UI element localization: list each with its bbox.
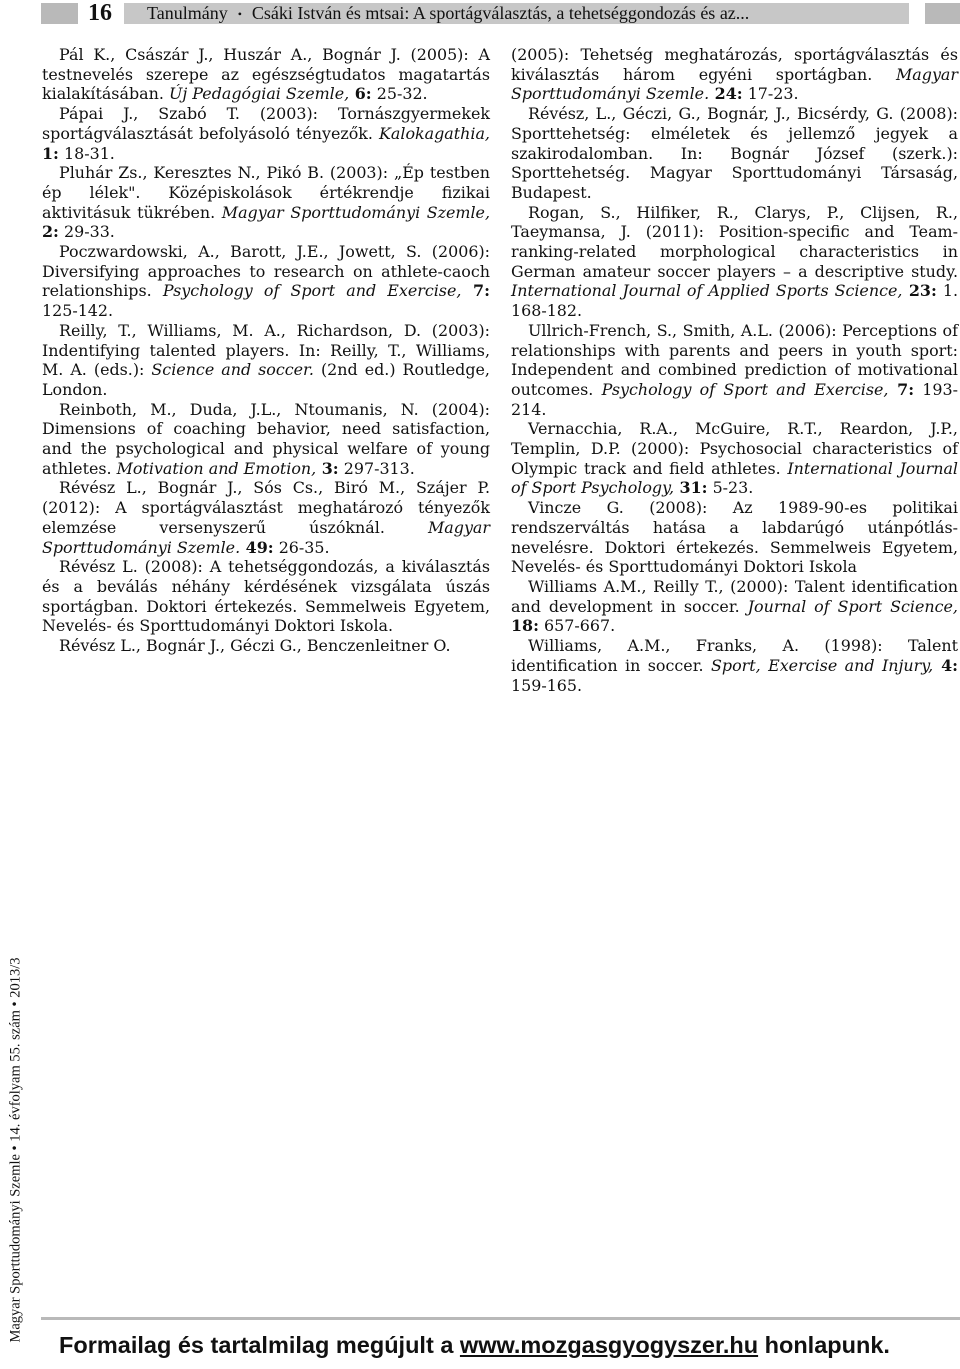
reference-entry bbox=[42, 321, 490, 400]
reference-text: Pál K., Császár J., Huszár A., Bognár J. (2005): A testnevelés szerepe az egészségtudatos magatartás kialakításában. bbox=[42, 45, 490, 104]
footer-divider bbox=[41, 1317, 960, 1320]
section-label: Tanulmány bbox=[147, 3, 228, 23]
reference-journal: International Journal of Applied Sports Science, bbox=[511, 281, 903, 301]
reference-entry bbox=[42, 242, 490, 321]
reference-entry bbox=[42, 163, 490, 242]
reference-volume: 49: bbox=[240, 537, 274, 557]
reference-text: Pápai J., Szabó T. (2003): Tornászgyermekek sportágválasztását befolyásoló tényezők. bbox=[42, 104, 490, 143]
reference-volume: 6: bbox=[349, 84, 372, 104]
reference-entry bbox=[42, 45, 490, 104]
reference-journal: Psychology of Sport and Exercise, bbox=[601, 379, 889, 399]
reference-entry bbox=[511, 321, 958, 420]
reference-entry bbox=[511, 577, 958, 636]
reference-entry bbox=[42, 636, 490, 656]
reference-entry bbox=[511, 498, 958, 577]
reference-text: Vincze G. (2008): Az 1989-90-es politikai rendszerváltás hatása a labdarúgó utánpótlás-nevelésre. Doktori értekezés. Semmelweis Egyetem, Nevelés- és Sporttudományi Doktori Iskola bbox=[511, 498, 958, 577]
reference-pages: 25-32. bbox=[371, 84, 428, 104]
reference-entry bbox=[511, 104, 958, 203]
right-reference-list bbox=[511, 104, 958, 695]
reference-text: Révész L., Bognár J., Sós Cs., Biró M., Szájer P. (2012): A sportágválasztást meghatározó tényezők elemzése versenyszerű úszóknál. bbox=[42, 478, 490, 537]
reference-entry bbox=[511, 203, 958, 321]
reference-pages: (2nd ed.) Routledge, London. bbox=[42, 360, 490, 399]
reference-volume: 7: bbox=[888, 379, 915, 399]
reference-journal: Kalokagathia, bbox=[379, 123, 490, 143]
reference-journal: Motivation and Emotion, bbox=[116, 458, 317, 478]
footer-text-after: honlapunk. bbox=[758, 1332, 890, 1358]
reference-pages: 657-667. bbox=[538, 616, 616, 636]
side-journal-info bbox=[7, 937, 25, 1362]
reference-pages: 29-33. bbox=[58, 222, 115, 242]
reference-text: Révész L. (2008): A tehetséggondozás, a kiválasztás és a beválás néhány kérdésének vizsgálata úszás sportágban. Doktori értekezés. Semmelweis Egyetem, Nevelés- és Sporttudományi Doktori Iskola. bbox=[42, 557, 490, 636]
reference-entry bbox=[42, 478, 490, 557]
reference-journal: Sport, Exercise and Injury, bbox=[711, 655, 934, 675]
reference-continuation bbox=[511, 45, 958, 104]
reference-pages: 159-165. bbox=[511, 675, 583, 695]
reference-text: Reinboth, M., Duda, J.L., Ntoumanis, N. (2004): Dimensions of coaching behavior, need satisfaction, and the psychological and physical welfare of young athletes. bbox=[42, 399, 490, 478]
left-column-references bbox=[42, 45, 490, 656]
reference-text: Révész, L., Géczi, G., Bognár, J., Bicsérdy, G. (2008): Sporttehetség: elméletek és jellemző jegyek a szakirodalomban. In: Bognár József (szerk.): Sporttehetség. Magyar Sporttudományi Társaság, Budapest. bbox=[511, 104, 958, 202]
reference-journal: International Journal of Sport Psychology, bbox=[511, 458, 958, 498]
reference-pages: 17-23. bbox=[742, 84, 799, 104]
reference-text: Williams, A.M., Franks, A. (1998): Talent identification in soccer. bbox=[511, 636, 958, 675]
reference-volume: 1: bbox=[42, 143, 59, 163]
reference-volume: 23: bbox=[902, 281, 937, 301]
reference-volume: 24: bbox=[709, 84, 743, 104]
side-journal-text: Magyar Sporttudományi Szemle • 14. évfolyam 55. szám • 2013/3 bbox=[7, 956, 24, 1343]
running-title: Csáki István és mtsai: A sportágválasztás, a tehetséggondozás és az... bbox=[251, 3, 750, 23]
reference-text: Williams A.M., Reilly T., (2000): Talent identification and development in soccer. bbox=[511, 576, 958, 616]
reference-entry bbox=[42, 400, 490, 479]
reference-journal: Magyar Sporttudományi Szemle. bbox=[42, 517, 490, 557]
reference-text: Poczwardowski, A., Barott, J.E., Jowett, S. (2006): Diversifying approaches to research on athlete-caoch relationships. bbox=[42, 242, 490, 301]
footer-text-before: Formailag és tartalmilag megújult a bbox=[59, 1332, 460, 1358]
reference-journal: Psychology of Sport and Exercise, bbox=[162, 281, 462, 301]
reference-pages: 193-214. bbox=[511, 379, 958, 419]
reference-entry bbox=[42, 104, 490, 163]
reference-volume: 2: bbox=[42, 222, 59, 242]
header-bullet: • bbox=[237, 7, 242, 22]
reference-text: (2005): Tehetség meghatározás, sportágválasztás és kiválasztás három egyéni sportágban. bbox=[511, 45, 958, 84]
reference-volume: 4: bbox=[933, 655, 958, 675]
website-link[interactable]: www.mozgasgyogyszer.hu bbox=[459, 1332, 759, 1358]
reference-volume: 18: bbox=[511, 616, 539, 636]
reference-entry bbox=[42, 557, 490, 636]
reference-text: Révész L., Bognár J., Géczi G., Benczenleitner O. bbox=[59, 636, 451, 656]
reference-text: Reilly, T., Williams, M. A., Richardson, D. (2003): Indentifying talented players. In: Reilly, T., Williams, M. A. (eds.): bbox=[42, 320, 490, 380]
reference-entry bbox=[511, 419, 958, 498]
reference-text: Ullrich-French, S., Smith, A.L. (2006): Perceptions of relationships with parents and peers in youth sport: Independent and combined prediction of motivational outcomes. bbox=[511, 320, 958, 399]
page-number: 16 bbox=[88, 0, 112, 26]
reference-text: Pluhár Zs., Keresztes N., Pikó B. (2003): „Ép testben ép lélek". Középiskolások értékrendje fizikai aktivitásuk tükrében. bbox=[42, 163, 490, 222]
reference-journal: Magyar Sporttudományi Szemle, bbox=[221, 202, 490, 222]
reference-pages: 1. 168-182. bbox=[511, 281, 958, 321]
footer-announcement bbox=[59, 1330, 890, 1360]
reference-journal: Journal of Sport Science, bbox=[747, 596, 958, 616]
reference-volume: 3: bbox=[316, 458, 339, 478]
reference-pages: 5-23. bbox=[707, 478, 754, 498]
reference-pages: 26-35. bbox=[273, 537, 330, 557]
reference-pages: 18-31. bbox=[58, 143, 115, 163]
reference-text: Vernacchia, R.A., McGuire, R.T., Reardon, J.P., Templin, D.P. (2000): Psychosocial characteristics of Olympic track and field athletes. bbox=[511, 419, 958, 478]
reference-volume: 31: bbox=[674, 478, 708, 498]
header-left-block bbox=[41, 3, 78, 24]
reference-journal: Új Pedagógiai Szemle, bbox=[168, 84, 350, 104]
reference-pages: 125-142. bbox=[42, 301, 114, 321]
running-header bbox=[147, 3, 749, 25]
reference-text: Rogan, S., Hilfiker, R., Clarys, P., Clijsen, R., Taeymansa, J. (2011): Position-specific and Team-ranking-related morphological characteristics in German amateur soccer players – a descriptive study. bbox=[511, 202, 958, 281]
right-column-references bbox=[511, 45, 958, 695]
reference-journal: Magyar Sporttudományi Szemle. bbox=[511, 64, 958, 104]
reference-pages: 297-313. bbox=[338, 458, 415, 478]
header-right-block bbox=[925, 3, 960, 24]
reference-volume: 7: bbox=[461, 281, 490, 301]
reference-entry bbox=[511, 636, 958, 695]
reference-journal: Science and soccer. bbox=[151, 360, 314, 380]
